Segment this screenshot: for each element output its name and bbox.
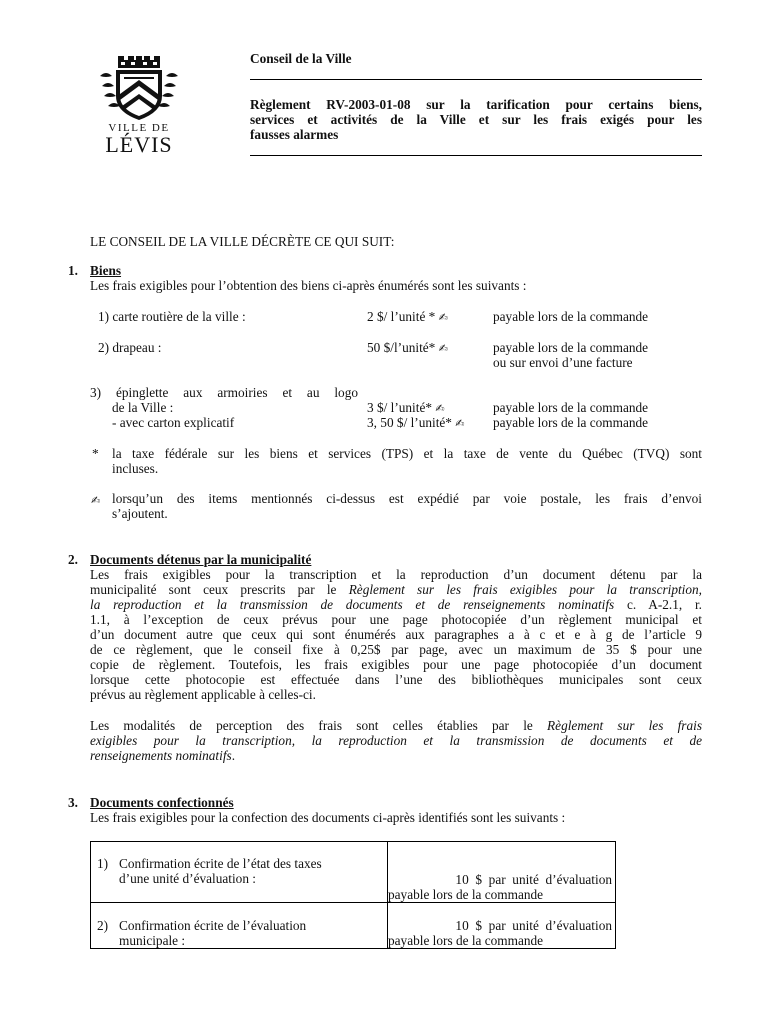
item-1-price-text: 2 $/ l’unité * — [367, 309, 436, 324]
logo-text-top: VILLE DE — [108, 122, 170, 134]
item-3-payment: payable lors de la commande — [493, 400, 649, 415]
item-3-label-cont: de la Ville : — [112, 400, 174, 415]
tax-note-line2: incluses. — [112, 461, 159, 476]
coat-of-arms-icon — [94, 56, 184, 124]
table-row — [91, 903, 616, 949]
regulation-reference-cont: la reproduction et la transmission de documents et de renseignements nominatifs — [90, 597, 615, 612]
item-2-payment: payable lors de la commande — [493, 340, 649, 355]
s2-p1-line1: Les frais exigibles pour la transcription et la reproduction d’un document détenu par la — [90, 567, 702, 582]
row-description: Confirmation écrite de l’évaluation — [119, 918, 307, 933]
item-2-payment-alt: ou sur envoi d’une facture — [493, 355, 633, 370]
s2-p2-line1 — [90, 718, 702, 733]
row-description-cont: municipale : — [119, 933, 186, 948]
table-cell-description — [91, 903, 388, 949]
row-fee: 10 $ par unité d’évaluation — [455, 918, 612, 933]
section-1-number: 1. — [68, 263, 78, 278]
s2-p1-line2-text: municipalité sont ceux prescrits par le — [90, 582, 349, 597]
regulation-reference: Règlement sur les frais exigibles pour la transcription, — [348, 582, 702, 597]
logo-text-bottom: LÉVIS — [105, 132, 173, 157]
section-1-intro: Les frais exigibles pour l’obtention des biens ci-après énumérés sont les suivants : — [90, 278, 527, 293]
section-2-number: 2. — [68, 552, 78, 567]
item-3-sublabel: - avec carton explicatif — [112, 415, 235, 430]
s2-p1-line9: prévus au règlement applicable à celles-ci. — [90, 687, 316, 702]
tax-note-symbol: * — [92, 446, 99, 461]
row-description: Confirmation écrite de l’état des taxes — [119, 856, 322, 871]
pencil-icon: ✍ — [438, 311, 448, 324]
postal-note-line1: lorsqu’un des items mentionnés ci-dessus est expédié par voie postale, les frais d’envoi — [112, 491, 702, 506]
pencil-icon: ✍ — [455, 417, 465, 430]
item-3b-payment: payable lors de la commande — [493, 415, 649, 430]
item-2-price — [367, 340, 448, 356]
table-cell-description — [91, 842, 388, 903]
regulation-title-line1: Règlement RV-2003-01-08 sur la tarification pour certains biens, — [250, 97, 702, 112]
item-3b-price — [367, 415, 465, 431]
row-fee-payment: payable lors de la commande — [388, 887, 544, 902]
s2-p2-line3 — [90, 748, 235, 763]
s2-p1-line5: d’un document autre que ceux qui sont énumérés aux paragraphes a à c et e à g de l’article 9 — [90, 627, 702, 642]
section-3-title: Documents confectionnés — [90, 795, 234, 810]
item-1-price — [367, 309, 448, 325]
section-2-title: Documents détenus par la municipalité — [90, 552, 312, 567]
item-1-payment: payable lors de la commande — [493, 309, 649, 324]
council-title: Conseil de la Ville — [250, 51, 352, 66]
row-number: 1) — [97, 856, 109, 871]
table-row — [91, 842, 616, 903]
s2-p1-line7: copie de règlement. Toutefois, les frais exigibles pour une page photocopiée d’un document — [90, 657, 702, 672]
row-number: 2) — [97, 918, 109, 933]
s2-p1-line3-text: c. A-2.1, r. — [614, 597, 702, 612]
s2-p1-line3 — [90, 597, 702, 612]
header-rule-top — [250, 79, 702, 80]
s2-p2-line1-text: Les modalités de perception des frais sont celles établies par le — [90, 718, 548, 733]
regulation-reference: Règlement sur les frais — [547, 718, 702, 733]
s2-p1-line6: de ce règlement, que le conseil fixe à 0,25$ par page, avec un maximum de 35 $ pour une — [90, 642, 702, 657]
s2-p2-line2: exigibles pour la transcription, la reproduction et la transmission de documents et de — [90, 733, 702, 748]
table-cell-fee — [388, 903, 616, 949]
item-3-label: 3) épinglette aux armoiries et au logo — [90, 385, 358, 400]
regulation-title-line3: fausses alarmes — [250, 127, 339, 142]
postal-note-line2: s’ajoutent. — [112, 506, 168, 521]
city-logo — [94, 56, 184, 156]
section-3-number: 3. — [68, 795, 78, 810]
table-cell-fee — [388, 842, 616, 903]
s2-p1-line8: lorsque cette photocopie est effectuée dans l’une des bibliothèques municipales sont ceux — [90, 672, 702, 687]
item-3-price-text: 3 $/ l’unité* — [367, 400, 432, 415]
s2-p1-line2 — [90, 582, 702, 597]
decree-heading: LE CONSEIL DE LA VILLE DÉCRÈTE CE QUI SUIT: — [90, 234, 395, 249]
item-2-label: 2) drapeau : — [98, 340, 162, 355]
regulation-title-line2: services et activités de la Ville et sur les frais exigés pour les — [250, 112, 702, 127]
tax-note-line1: la taxe fédérale sur les biens et services (TPS) et la taxe de vente du Québec (TVQ) sont — [112, 446, 702, 461]
s2-p2-line3-end: . — [231, 748, 236, 763]
row-fee: 10 $ par unité d’évaluation — [455, 872, 612, 887]
item-2-price-text: 50 $/l’unité* — [367, 340, 436, 355]
pencil-icon: ✍ — [438, 342, 448, 355]
s2-p1-line4: 1.1, à l’exception de ceux prévus pour une page photocopiée d’un règlement municipal et — [90, 612, 702, 627]
header-rule-bottom — [250, 155, 702, 156]
section-1-title: Biens — [90, 263, 122, 278]
pencil-icon: ✍ — [91, 494, 101, 507]
section-3-intro: Les frais exigibles pour la confection des documents ci-après identifiés sont les suivants : — [90, 810, 566, 825]
item-1-label: 1) carte routière de la ville : — [98, 309, 246, 324]
row-fee-payment: payable lors de la commande — [388, 933, 544, 948]
documents-fee-table — [90, 841, 616, 949]
item-3b-price-text: 3, 50 $/ l’unité* — [367, 415, 452, 430]
pencil-icon: ✍ — [435, 402, 445, 415]
item-3-price — [367, 400, 445, 416]
row-description-cont: d’une unité d’évaluation : — [119, 871, 256, 886]
s2-p2-line3-text: renseignements nominatifs — [90, 748, 232, 763]
